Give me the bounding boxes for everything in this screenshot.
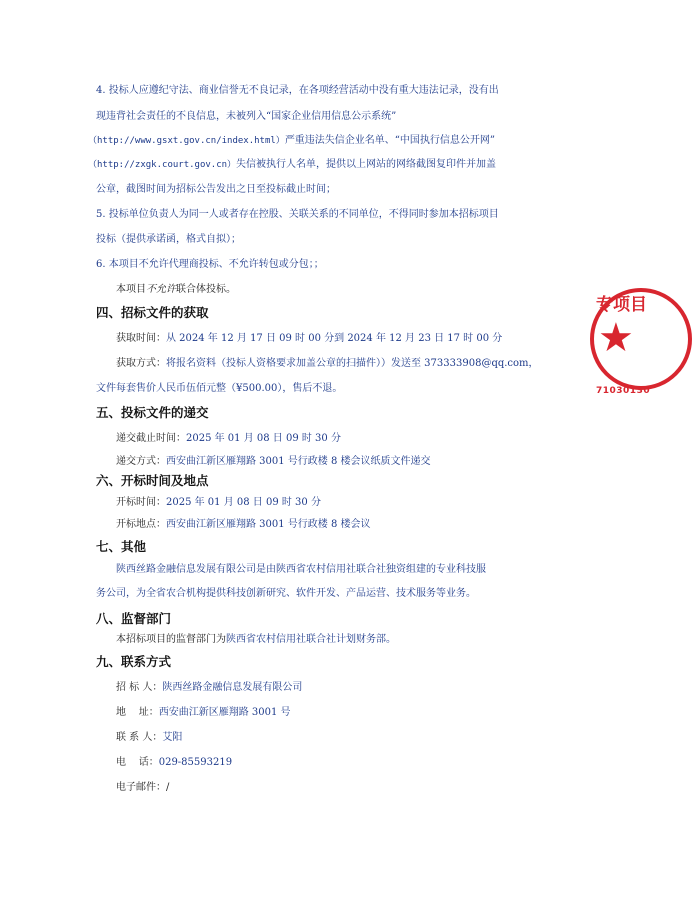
open-time-label: 开标时间： bbox=[116, 497, 166, 508]
contact-value: 艾阳 bbox=[162, 732, 183, 743]
item6-line1: 6. 本项目不允许代理商投标、不允许转包或分包；； bbox=[96, 259, 324, 270]
contact-email bbox=[116, 782, 169, 794]
contact-phone bbox=[116, 757, 232, 769]
item4-line1: 4. 投标人应遵纪守法、商业信誉无不良记录，在各项经营活动中没有重大违法记录，没有出 bbox=[96, 85, 499, 96]
section6-time bbox=[116, 497, 321, 509]
open-time-value: 2025 年 01 月 08 日 09 时 30 分 bbox=[166, 497, 321, 508]
open-place-value: 西安曲江新区雁翔路 3001 号行政楼 8 楼会议 bbox=[166, 519, 371, 530]
section7-heading: 七、其他 bbox=[96, 539, 147, 554]
time-label: 获取时间： bbox=[116, 333, 166, 344]
contact-label: 联 系 人： bbox=[116, 732, 163, 743]
address-label: 地 址： bbox=[116, 707, 159, 718]
consortium-suffix: 联合体投标。 bbox=[176, 284, 236, 295]
tenderer-value: 陕西丝路金融信息发展有限公司 bbox=[162, 682, 303, 693]
section8-heading: 八、监督部门 bbox=[96, 611, 172, 626]
star-icon: ★ bbox=[598, 315, 634, 361]
section8-line bbox=[116, 634, 396, 646]
contact-tenderer bbox=[116, 682, 302, 694]
supervision-dept: 陕西省农村信用社联合社计划财务部。 bbox=[226, 634, 396, 645]
open-place-label: 开标地点： bbox=[116, 519, 166, 530]
zxgk-url: （http://zxgk.court.gov.cn） bbox=[88, 160, 237, 170]
section6-heading: 六、开标时间及地点 bbox=[96, 473, 209, 488]
item4-line3-text: 严重违法失信企业名单、“中国执行信息公开网” bbox=[284, 135, 496, 146]
email-label: 电子邮件： bbox=[116, 782, 166, 793]
contact-person bbox=[116, 732, 182, 744]
supervision-prefix: 本招标项目的监督部门为 bbox=[116, 634, 226, 645]
address-value: 西安曲江新区雁翔路 3001 号 bbox=[158, 707, 291, 718]
submit-method-value: 西安曲江新区雁翔路 3001 号行政楼 8 楼会议纸质文件递交 bbox=[166, 456, 431, 467]
method-label: 获取方式： bbox=[116, 358, 166, 369]
section4-price: 文件每套售价人民币伍佰元整（¥500.00），售后不退。 bbox=[96, 383, 343, 394]
contact-address bbox=[116, 707, 291, 719]
item5-line1: 5. 投标单位负责人为同一人或者存在控股、关联关系的不同单位，不得同时参加本招标项目 bbox=[96, 209, 499, 220]
tenderer-label: 招 标 人： bbox=[116, 682, 163, 693]
section4-time bbox=[116, 333, 502, 345]
item4-line5: 公章，截图时间为招标公告发出之日至投标截止时间； bbox=[96, 184, 336, 195]
section6-place bbox=[116, 519, 371, 531]
section7-line2: 务公司，为全省农合机构提供科技创新研究、软件开发、产品运营、技术服务等业务。 bbox=[96, 588, 476, 599]
seal-text: 专项目 bbox=[596, 295, 647, 315]
company-seal bbox=[590, 282, 700, 412]
section5-deadline bbox=[116, 433, 341, 445]
deadline-label: 递交截止时间： bbox=[116, 433, 186, 444]
deadline-value: 2025 年 01 月 08 日 09 时 30 分 bbox=[186, 433, 341, 444]
section4-method bbox=[116, 358, 539, 370]
item4-line3 bbox=[88, 136, 540, 146]
email-value: / bbox=[166, 782, 170, 793]
section5-method bbox=[116, 456, 431, 468]
item4-line4-text: 失信被执行人名单，提供以上网站的网络截图复印件并加盖 bbox=[236, 159, 497, 170]
consortium-prefix: 本项目 bbox=[116, 284, 146, 295]
section7-line1: 陕西丝路金融信息发展有限公司是由陕西省农村信用社联合社独资组建的专业科技服 bbox=[116, 564, 486, 575]
item5-line2: 投标（提供承诺函，格式自拟）； bbox=[96, 234, 241, 245]
item4-line2: 现违背社会责任的不良信息，未被列入“国家企业信用信息公示系统” bbox=[96, 111, 397, 122]
method-value: 将报名资料（投标人资格要求加盖公章的扫描件））发送至 373333908@qq.com， bbox=[166, 358, 539, 369]
time-value: 从 2024 年 12 月 17 日 09 时 00 分到 2024 年 12 月 23 日 17 时 00 分 bbox=[166, 333, 503, 344]
section4-heading: 四、招标文件的获取 bbox=[96, 305, 209, 320]
consortium-emph: 不允许 bbox=[146, 284, 176, 295]
consortium-line bbox=[116, 284, 236, 296]
item4-line4 bbox=[88, 160, 540, 170]
seal-number: 71030130 bbox=[596, 386, 651, 396]
phone-label: 电 话： bbox=[116, 757, 159, 768]
section5-heading: 五、投标文件的递交 bbox=[96, 405, 209, 420]
section9-heading: 九、联系方式 bbox=[96, 654, 172, 669]
phone-value: 029-85593219 bbox=[158, 757, 233, 768]
gsxt-url: （http://www.gsxt.gov.cn/index.html） bbox=[88, 136, 285, 146]
submit-method-label: 递交方式： bbox=[116, 456, 166, 467]
